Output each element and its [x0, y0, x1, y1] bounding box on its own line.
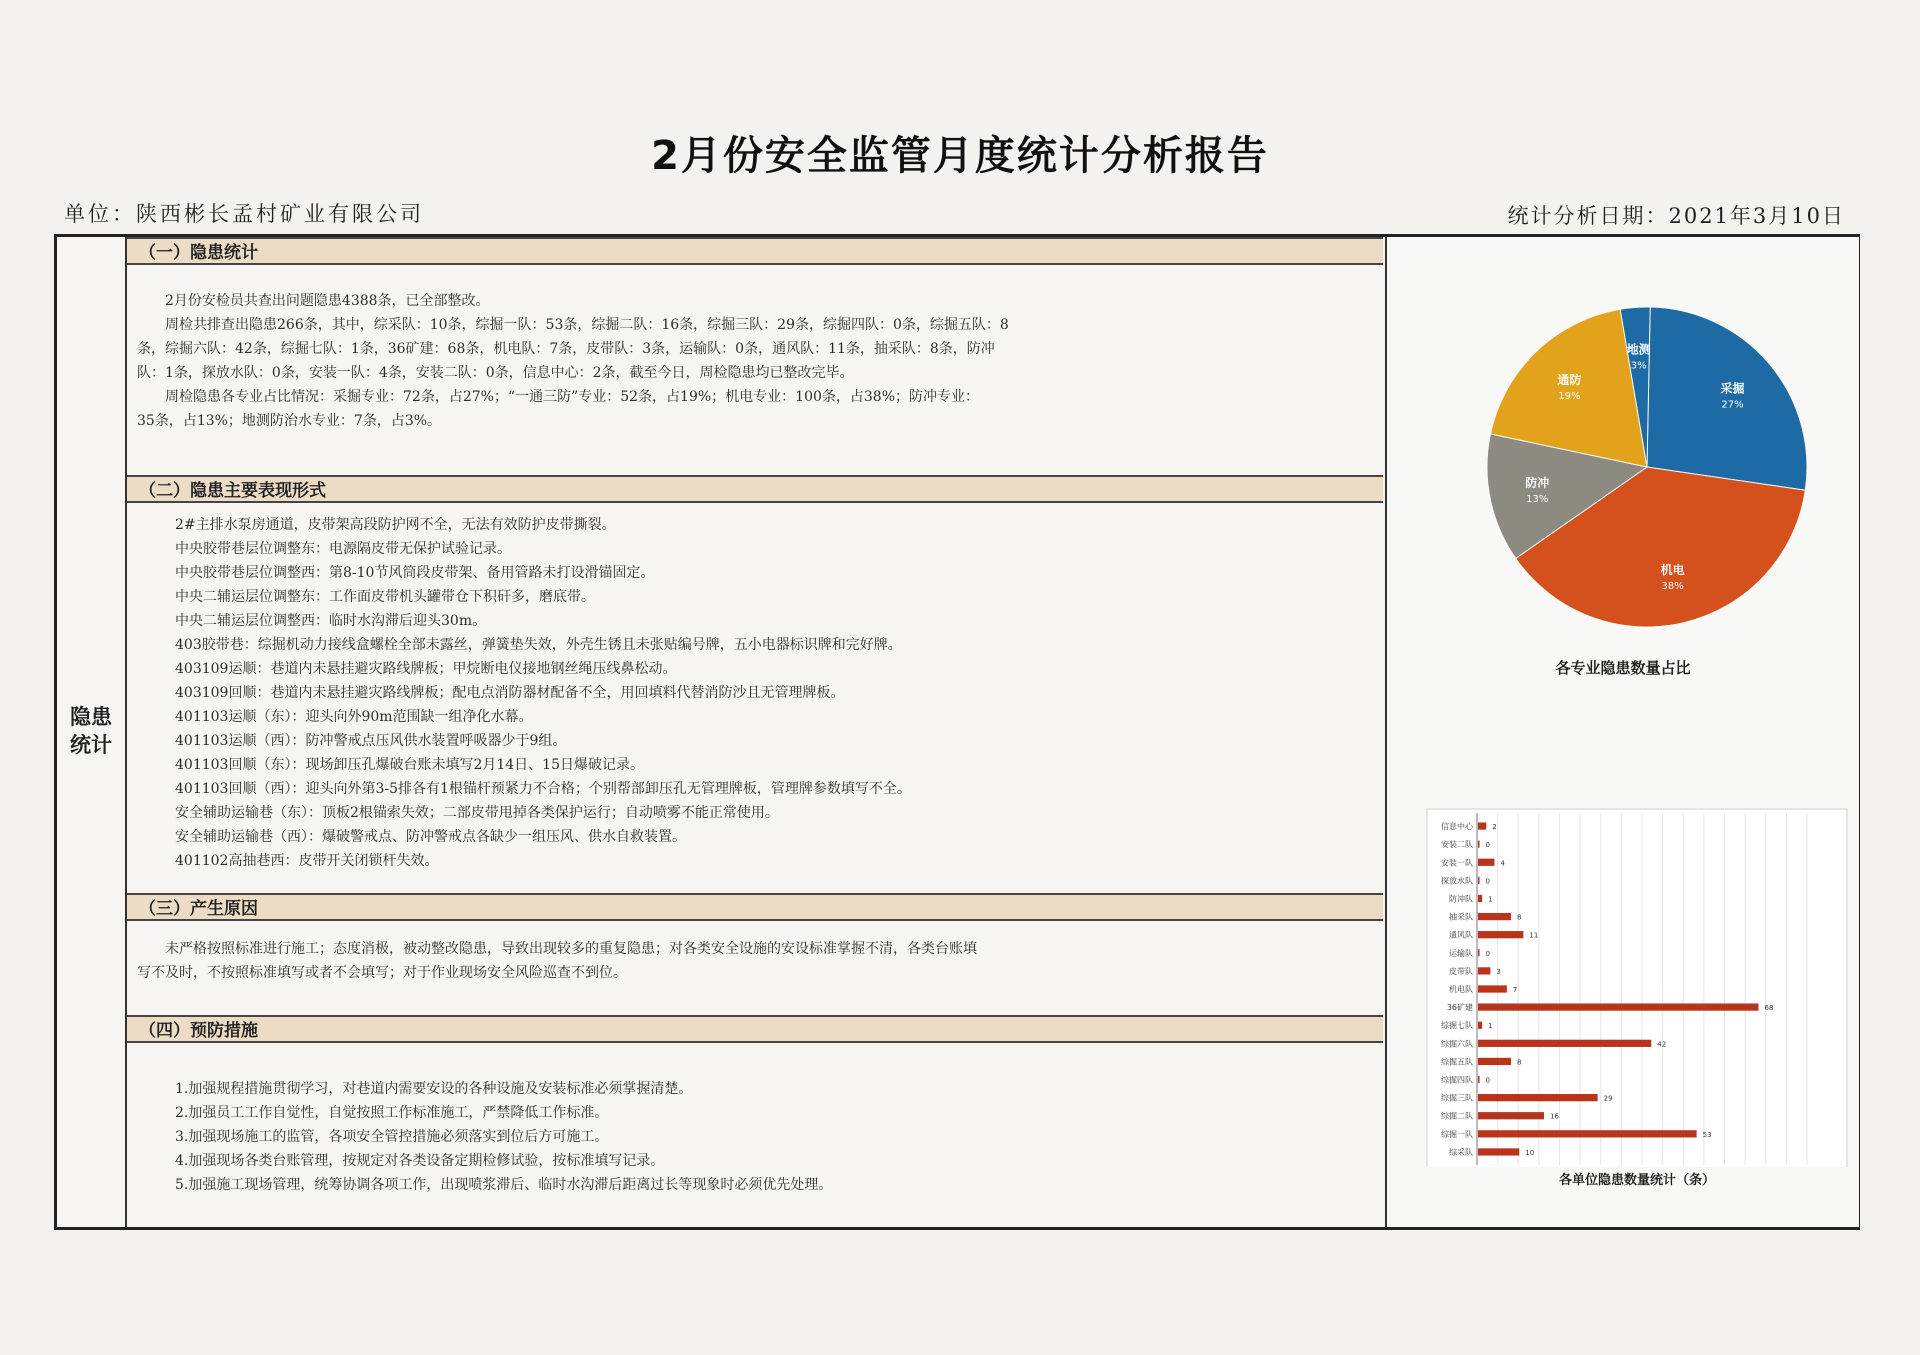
section-2-line: 中央二辅运层位调整西：临时水沟滞后迎头30m。 [175, 613, 487, 629]
side-label-line-2: 统计 [70, 733, 112, 757]
bar-category-label: 信息中心 [1441, 822, 1473, 832]
section-2-line: 403胶带巷：综掘机动力接线盒螺栓全部未露丝，弹簧垫失效，外壳生锈且未张贴编号牌，五小电器标识牌和完好牌。 [175, 637, 902, 653]
bar-value-label: 0 [1485, 841, 1490, 850]
section-2-line: 401103运顺（西）：防冲警戒点压风供水装置呼吸器少于9组。 [175, 733, 567, 749]
bar-category-label: 皮带队 [1449, 966, 1473, 976]
bar-17 [1478, 1130, 1697, 1137]
section-4-line: 3.加强现场施工的监管，各项安全管控措施必须落实到位后方可施工。 [175, 1129, 609, 1145]
section-4-line: 5.加强施工现场管理，统筹协调各项工作，出现喷浆滞后、临时水沟滞后距离过长等现象时必须优先处理。 [175, 1177, 833, 1193]
bar-value-label: 0 [1485, 877, 1490, 886]
bar-7 [1478, 949, 1480, 956]
section-2-line: 中央胶带巷层位调整西：第8-10节风筒段皮带架、备用管路未打设滑锚固定。 [175, 565, 655, 581]
section-2-line: 401102高抽巷西：皮带开关闭锁杆失效。 [175, 853, 439, 869]
bar-category-label: 综掘二队 [1441, 1111, 1473, 1121]
section-2-heading: （二）隐患主要表现形式 [127, 475, 1383, 503]
side-label-line-1: 隐患 [70, 705, 112, 729]
pie-slice-pct: 3% [1630, 360, 1647, 372]
bar-chart-title: 各单位隐患数量统计（条） [1558, 1173, 1715, 1188]
bar-value-label: 10 [1525, 1148, 1535, 1157]
side-label [63, 703, 119, 759]
section-1-line: 周检隐患各专业占比情况：采掘专业：72条，占27%；“一通三防”专业：52条，占19%；机电专业：100条，占38%；防冲专业： [165, 389, 980, 405]
bar-category-label: 安装一队 [1441, 858, 1473, 868]
bar-18 [1478, 1148, 1519, 1155]
bar-category-label: 综掘三队 [1441, 1093, 1473, 1103]
bar-value-label: 1 [1488, 895, 1493, 904]
pie-chart [1387, 277, 1859, 717]
bar-3 [1478, 877, 1480, 884]
pie-slice-label: 通防 [1557, 373, 1582, 388]
bar-category-label: 综掘四队 [1441, 1075, 1473, 1085]
section-4-line: 4.加强现场各类台账管理，按规定对各类设备定期检修试验，按标准填写记录。 [175, 1153, 665, 1169]
section-2-line: 403109运顺：巷道内未悬挂避灾路线牌板；甲烷断电仪接地钢丝绳压线鼻松动。 [175, 661, 677, 677]
bar-chart [1387, 787, 1859, 1167]
section-2-body [127, 513, 1383, 873]
bar-category-label: 36矿建 [1446, 1003, 1473, 1013]
bar-category-label: 综采队 [1449, 1147, 1473, 1157]
unit-name: 单位：陕西彬长孟村矿业有限公司 [64, 202, 424, 226]
bar-value-label: 29 [1603, 1094, 1613, 1103]
section-2-line: 403109回顺：巷道内未悬挂避灾路线牌板；配电点消防器材配备不全，用回填料代替消防沙且无管理牌板。 [175, 685, 845, 701]
bar-2 [1478, 859, 1495, 866]
section-2-line: 2#主排水泵房通道，皮带架高段防护网不全，无法有效防护皮带撕裂。 [175, 517, 616, 533]
bar-1 [1478, 841, 1480, 848]
bar-category-label: 综掘六队 [1441, 1039, 1473, 1049]
bar-value-label: 53 [1702, 1130, 1712, 1139]
bar-category-label: 综掘七队 [1441, 1021, 1473, 1031]
bar-15 [1478, 1094, 1598, 1101]
bar-value-label: 16 [1550, 1112, 1559, 1121]
section-1-line: 条，综掘六队：42条，综掘七队：1条，36矿建：68条，机电队：7条，皮带队：3条，运输队：0条，通风队：11条，抽采队：8条，防冲 [137, 341, 995, 357]
bar-6 [1478, 931, 1523, 938]
section-3-heading: （三）产生原因 [127, 893, 1383, 921]
bar-14 [1478, 1076, 1480, 1083]
bar-value-label: 11 [1529, 931, 1539, 940]
section-2-line: 401103回顺（西）：迎头向外第3-5排各有1根锚杆预紧力不合格；个别帮部卸压孔无管理牌板，管理牌参数填写不全。 [175, 781, 911, 797]
bar-0 [1478, 822, 1486, 829]
section-4-line: 2.加强员工工作自觉性，自觉按照工作标准施工，严禁降低工作标准。 [175, 1105, 609, 1121]
bar-4 [1478, 895, 1482, 902]
pie-slice-pct: 27% [1721, 399, 1744, 411]
bar-8 [1478, 967, 1490, 974]
section-4-heading: （四）预防措施 [127, 1015, 1383, 1043]
pie-slice-pct: 19% [1558, 391, 1581, 403]
section-2-line: 中央二辅运层位调整东：工作面皮带机头罐带仓下积矸多，磨底带。 [175, 589, 595, 605]
pie-slice-label: 机电 [1660, 563, 1685, 578]
bar-9 [1478, 985, 1507, 992]
section-1-line: 35条，占13%；地测防治水专业：7条，占3%。 [137, 413, 442, 429]
section-1-heading: （一）隐患统计 [127, 237, 1383, 265]
bar-value-label: 0 [1485, 949, 1490, 958]
bar-category-label: 安装二队 [1441, 840, 1473, 850]
bar-category-label: 防冲队 [1449, 894, 1473, 904]
bar-category-label: 运输队 [1449, 948, 1473, 958]
bar-11 [1478, 1022, 1482, 1029]
pie-slice-0 [1647, 307, 1807, 490]
section-1-line: 2月份安检员共查出问题隐患4388条，已全部整改。 [165, 293, 490, 309]
chart-panel [1385, 237, 1859, 1227]
section-3-line: 写不及时，不按照标准填写或者不会填写；对于作业现场安全风险巡查不到位。 [137, 965, 627, 981]
bar-category-label: 综掘五队 [1441, 1057, 1473, 1067]
pie-slice-label: 防冲 [1525, 476, 1550, 491]
report-table [54, 234, 1860, 1230]
section-4-body [127, 1077, 1383, 1207]
bar-value-label: 0 [1485, 1076, 1490, 1085]
section-1-line: 周检共排查出隐患266条，其中，综采队：10条，综掘一队：53条，综掘二队：16条，综掘三队：29条，综掘四队：0条，综掘五队：8 [165, 317, 1009, 333]
section-3-body [127, 937, 1383, 997]
section-2-line: 401103回顺（东）：现场卸压孔爆破台账未填写2月14日、15日爆破记录。 [175, 757, 644, 773]
bar-13 [1478, 1058, 1511, 1065]
bar-10 [1478, 1003, 1759, 1010]
section-2-line: 中央胶带巷层位调整东：电源隔皮带无保护试验记录。 [175, 541, 511, 557]
bar-5 [1478, 913, 1511, 920]
bar-value-label: 68 [1764, 1004, 1774, 1013]
section-1-line: 队：1条，探放水队：0条，安装一队：4条，安装二队：0条，信息中心：2条，截至今日，周检隐患均已整改完毕。 [137, 365, 854, 381]
bar-value-label: 8 [1517, 1058, 1522, 1067]
pie-slice-label: 采掘 [1720, 381, 1745, 396]
pie-caption: 各专业隐患数量占比 [1555, 659, 1691, 677]
pie-slice-pct: 13% [1526, 494, 1549, 506]
bar-value-label: 3 [1496, 967, 1501, 976]
bar-category-label: 通风队 [1449, 930, 1473, 940]
report-title: 2月份安全监管月度统计分析报告 [651, 133, 1269, 179]
pie-slice-pct: 38% [1661, 581, 1684, 593]
section-2-line: 安全辅助运输巷（西）：爆破警戒点、防冲警戒点各缺少一组压风、供水自救装置。 [175, 829, 686, 845]
bar-value-label: 7 [1512, 986, 1518, 994]
report-date: 统计分析日期：2021年3月10日 [1507, 204, 1845, 228]
bar-category-label: 探放水队 [1441, 876, 1473, 886]
section-2-line: 401103运顺（东）：迎头向外90m范围缺一组净化水幕。 [175, 709, 533, 725]
bar-category-label: 机电队 [1449, 985, 1473, 994]
main-content [127, 237, 1383, 1227]
bar-value-label: 1 [1488, 1022, 1493, 1031]
bar-value-label: 4 [1500, 859, 1505, 868]
bar-12 [1478, 1040, 1651, 1047]
section-1-body [127, 289, 1383, 449]
bar-value-label: 42 [1657, 1040, 1667, 1049]
section-2-line: 安全辅助运输巷（东）：顶板2根锚索失效；二部皮带甩掉各类保护运行；自动喷雾不能正常使用。 [175, 805, 779, 821]
bar-category-label: 综掘一队 [1441, 1129, 1473, 1139]
section-4-line: 1.加强规程措施贯彻学习，对巷道内需要安设的各种设施及安装标准必须掌握清楚。 [175, 1081, 693, 1097]
pie-slice-label: 地测 [1626, 342, 1651, 357]
bar-category-label: 抽采队 [1449, 912, 1473, 922]
side-column [57, 237, 127, 1227]
bar-value-label: 2 [1492, 823, 1497, 832]
bar-16 [1478, 1112, 1544, 1119]
bar-value-label: 8 [1517, 913, 1522, 922]
section-3-line: 未严格按照标准进行施工；态度消极，被动整改隐患，导致出现较多的重复隐患；对各类安全设施的安设标准掌握不清，各类台账填 [165, 941, 977, 957]
